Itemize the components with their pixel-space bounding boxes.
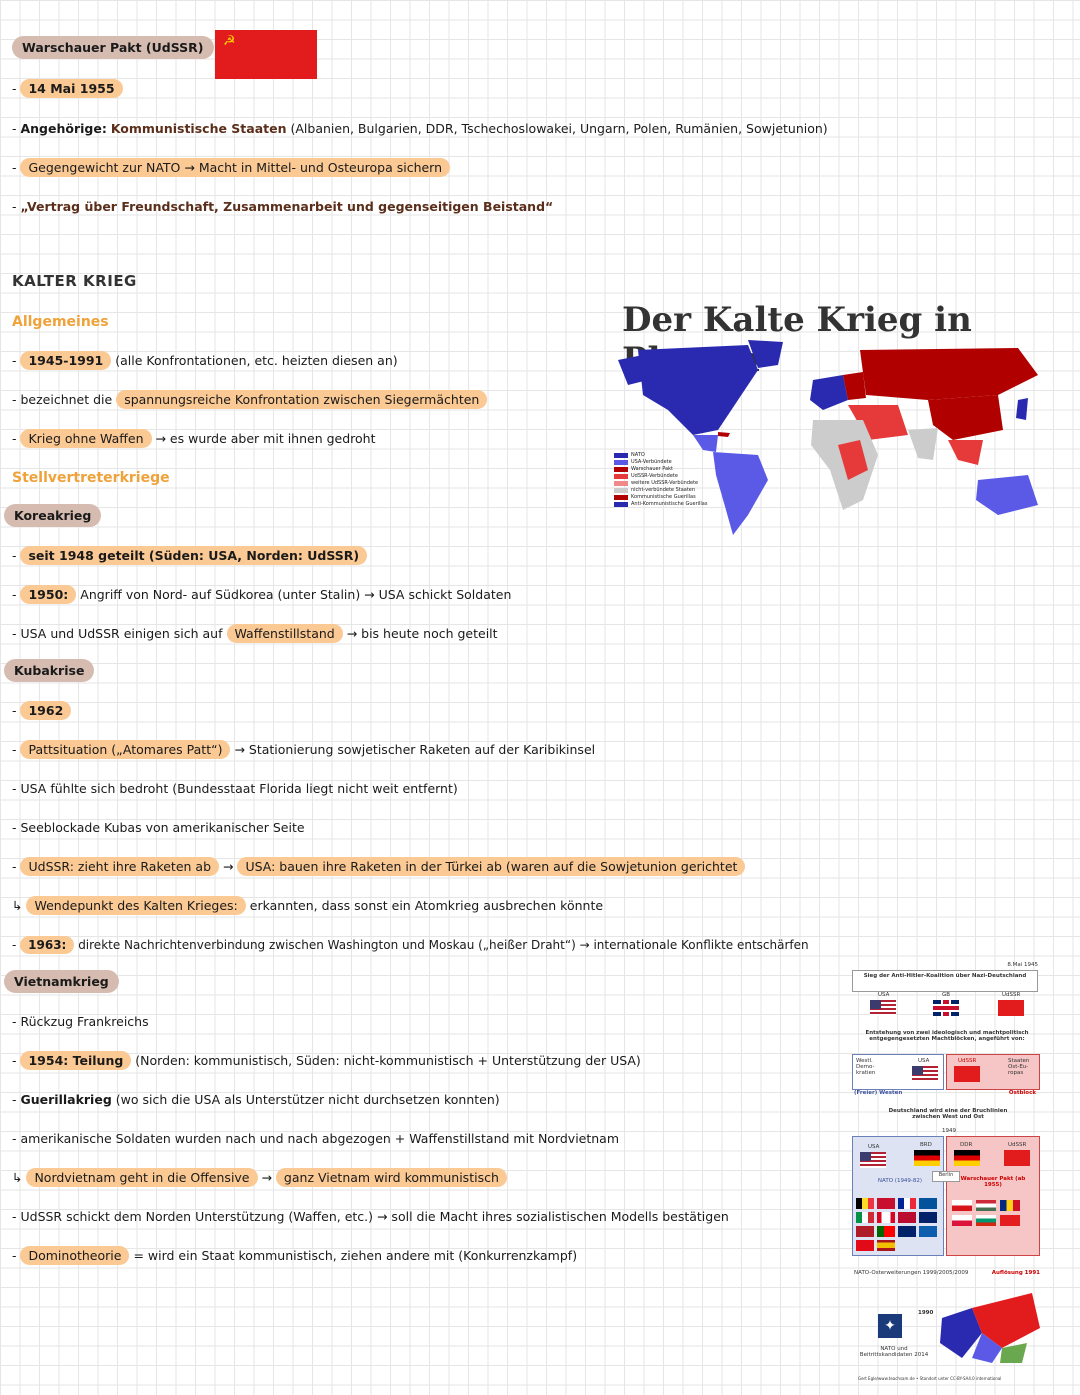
hotline: direkte Nachrichtenverbindung zwischen Washington und Moskau („heißer Draht“) → internationale Konflikte entschärfen: [78, 938, 809, 952]
vietnam-line-7: - Dominotheorie = wird ein Staat kommunistisch, ziehen andere mit (Konkurrenzkampf): [12, 1248, 578, 1263]
warsaw-flags-grid: [952, 1200, 1032, 1226]
brd-flag: [914, 1150, 940, 1166]
greece-flag: [919, 1226, 937, 1237]
cuba-line-4: - UdSSR: zieht ihre Raketen ab → USA: bauen ihre Raketen in der Türkei ab (waren auf die Sowjetunion gerichtet: [12, 856, 745, 878]
cuba-line-3: - Seeblockade Kubas von amerikanischer Seite: [12, 820, 305, 835]
usa-threatened: USA fühlte sich bedroht (Bundesstaat Florida liegt nicht weit entfernt): [20, 781, 458, 796]
gb-flag: [933, 1000, 959, 1016]
usa-label-3: USA: [868, 1144, 880, 1150]
korea-line-1: - seit 1948 geteilt (Süden: USA, Norden: UdSSR): [12, 545, 367, 567]
map-legend-item: [614, 501, 707, 508]
nato-candidates-label: NATO und Beitrittskandidaten 2014: [859, 1346, 929, 1358]
ddr-flag: [954, 1150, 980, 1166]
hammer-sickle-icon: ☭: [223, 33, 236, 49]
portugal-flag: [877, 1226, 895, 1237]
naval-blockade: Seeblockade Kubas von amerikanischer Seite: [20, 820, 305, 835]
troops-withdrawn: amerikanische Soldaten wurden nach und nach abgezogen + Waffenstillstand mit Nordvietnam: [20, 1131, 620, 1146]
west-dem-label: Westl. Demo-kratien: [856, 1058, 876, 1076]
members-highlight: Kommunistische Staaten: [110, 121, 287, 136]
map-legend-item: [614, 452, 707, 459]
map-legend-item: [614, 487, 707, 494]
vietnam-title: Vietnamkrieg: [4, 970, 119, 993]
cuba-line-5: ↳ Wendepunkt des Kalten Krieges: erkannten, dass sonst ein Atomkrieg ausbrechen könnte: [12, 898, 604, 913]
map-legend-item: [614, 480, 707, 487]
ddr-label: DDR: [960, 1142, 973, 1148]
west-label: (Freier) Westen: [854, 1090, 903, 1096]
years-note: (alle Konfrontationen, etc. heizten diesen an): [115, 353, 398, 368]
netherlands-flag: [856, 1226, 874, 1237]
bulgaria-flag: [976, 1215, 996, 1226]
cuba-title: Kubakrise: [4, 659, 94, 682]
ussr-flag-small: [998, 1000, 1024, 1016]
korea-ceasefire: Waffenstillstand: [227, 624, 343, 643]
vietnam-line-6: - UdSSR schickt dem Norden Unterstützung (Waffen, etc.) → soll die Macht ihres sozialistischen Modells bestätigen: [12, 1209, 729, 1224]
warsaw-treaty: „Vertrag über Freundschaft, Zusammenarbeit und gegenseitigen Beistand“: [20, 199, 554, 214]
cold-war-years: 1945-1991: [20, 351, 111, 370]
legend-label: UdSSR-Verbündete: [631, 473, 678, 479]
legend-swatch: [614, 481, 628, 486]
vietnam-line-4: - amerikanische Soldaten wurden nach und nach abgezogen + Waffenstillstand mit Nordvietnam: [12, 1131, 620, 1146]
usa-label-2: USA: [918, 1058, 930, 1064]
diagram-title: [852, 970, 1038, 992]
norway-flag: [898, 1212, 916, 1223]
nato-extension-label: NATO-Osterweiterungen 1999/2005/2009: [854, 1270, 969, 1276]
domino-theory: Dominotheorie: [20, 1246, 129, 1265]
warsaw-pact-label: Warschauer Pakt (ab 1955): [960, 1176, 1026, 1188]
vietnam-title-line: [4, 971, 119, 993]
hotline-year: 1963:: [20, 936, 74, 954]
nato-star-icon: ✦: [878, 1314, 902, 1338]
cold-war-heading: KALTER KRIEG: [12, 272, 137, 290]
map-alaska: [618, 355, 648, 385]
germany-text: Deutschland wird eine der Bruchlinien zwischen West und Ost: [888, 1108, 1008, 1120]
spain-flag: [877, 1240, 895, 1251]
atomic-stalemate: Pattsituation („Atomares Patt“): [20, 740, 230, 759]
diagram-blocs-text: Entstehung von zwei ideologisch und machtpolitisch entgegengesetzten Machtblöcken, angeführt von:: [865, 1030, 1029, 1042]
ussr-support: UdSSR schickt dem Norden Unterstützung (Waffen, etc.) → soll die Macht ihres sozialistischen Modells bestätigen: [20, 1209, 729, 1224]
vietnam-partition-rest: (Norden: kommunistisch, Süden: nicht-kommunistisch + Unterstützung der USA): [135, 1053, 641, 1068]
cuba-title-line: [4, 660, 94, 682]
north-offensive: Nordvietnam geht in die Offensive: [26, 1168, 257, 1187]
cold-war-world-map: [598, 340, 1068, 540]
year-1949: 1949: [942, 1128, 956, 1134]
warsaw-counter-line: - Gegengewicht zur NATO → Macht in Mittel- und Osteuropa sichern: [12, 157, 450, 179]
warsaw-date-line: - 14 Mai 1955: [12, 78, 123, 100]
cuba-line-6: - 1963: direkte Nachrichtenverbindung zwischen Washington und Moskau („heißer Draht“) → internationale Konflikte entschärfen: [12, 938, 809, 952]
korea-1950: 1950:: [20, 585, 76, 604]
ussr-flag: [215, 30, 317, 79]
romania-flag: [1000, 1200, 1020, 1211]
belgium-flag: [856, 1198, 874, 1209]
map-title: Der Kalte Krieg in: [622, 300, 972, 340]
map-legend-item: [614, 494, 707, 501]
legend-label: Kommunistische Guerillas: [631, 494, 696, 500]
uk-flag-2: [898, 1226, 916, 1237]
denmark-flag: [877, 1198, 895, 1209]
warsaw-title-line: [12, 37, 214, 59]
warsaw-title: Warschauer Pakt (UdSSR): [12, 36, 214, 59]
legend-swatch: [614, 502, 628, 507]
map-legend-item: [614, 466, 707, 473]
europe-map: [932, 1288, 1042, 1368]
years-line: - 1945-1991 (alle Konfrontationen, etc. heizten diesen an): [12, 353, 398, 368]
legend-label: weitere UdSSR-Verbündete: [631, 480, 699, 486]
map-china: [928, 395, 1003, 440]
map-legend-item: [614, 459, 707, 466]
legend-swatch: [614, 467, 628, 472]
usa-flag-3: [860, 1152, 886, 1168]
general-label: Allgemeines: [12, 314, 109, 330]
usa-withdraws: USA: bauen ihre Raketen in der Türkei ab (waren auf die Sowjetunion gerichtet: [237, 857, 745, 876]
vietnam-partition: 1954: Teilung: [20, 1051, 131, 1070]
vietnam-line-5: ↳ Nordvietnam geht in die Offensive → ganz Vietnam wird kommunistisch: [12, 1167, 507, 1189]
diagram-usa-label: USA: [878, 992, 890, 998]
cuba-year: 1962: [20, 701, 71, 720]
dissolution-label: Auflösung 1991: [991, 1270, 1040, 1276]
desc-highlight: spannungsreiche Konfrontation zwischen Siegermächten: [116, 390, 487, 409]
italy-flag: [856, 1212, 874, 1223]
legend-swatch: [614, 460, 628, 465]
udssr-label-2: UdSSR: [958, 1058, 977, 1064]
map-ussr: [860, 348, 1038, 400]
korea-title: Koreakrieg: [4, 504, 101, 527]
east-bloc-label: Ostblock: [1008, 1090, 1036, 1096]
korea-split: seit 1948 geteilt (Süden: USA, Norden: UdSSR): [20, 546, 367, 565]
no-weapons-highlight: Krieg ohne Waffen: [20, 429, 151, 448]
legend-label: nicht-verbündete Staaten: [631, 487, 696, 493]
korea-line-2: - 1950: Angriff von Nord- auf Südkorea (unter Stalin) → USA schickt Soldaten: [12, 587, 512, 602]
brd-label: BRD: [920, 1142, 932, 1148]
guerilla-war: Guerillakrieg: [20, 1092, 112, 1107]
diagram-date: 8.Mai 1945: [1007, 962, 1038, 968]
map-cuba: [718, 432, 730, 437]
members-list: (Albanien, Bulgarien, DDR, Tschechoslowakei, Ungarn, Polen, Rumänien, Sowjetunion): [290, 121, 828, 136]
map-central-america: [693, 435, 718, 452]
ussr-flag-2: [954, 1066, 980, 1082]
hungary-flag: [976, 1200, 996, 1211]
diagram-source: Gert Egle/www.teachsam.de • Standort unter CC-BY-SA4.0 international: [858, 1376, 1002, 1381]
canada-flag: [877, 1212, 895, 1223]
france-flag: [898, 1198, 916, 1209]
korea-agree: USA und UdSSR einigen sich auf: [20, 626, 223, 641]
korea-still-split: → bis heute noch geteilt: [346, 626, 498, 641]
map-legend: [614, 452, 707, 508]
vietnam-line-1: - Rückzug Frankreichs: [12, 1014, 149, 1029]
warsaw-members-line: - Angehörige: Kommunistische Staaten (Albanien, Bulgarien, DDR, Tschechoslowakei, Ungarn, Polen, Rumänien, Sowjetunion): [12, 121, 828, 136]
diagram-udssr-label: UdSSR: [1002, 992, 1021, 998]
france-withdrawal: Rückzug Frankreichs: [20, 1014, 149, 1029]
map-japan: [1016, 398, 1028, 420]
turning-point-rest: erkannten, dass sonst ein Atomkrieg ausbrechen könnte: [249, 898, 604, 913]
legend-label: Anti-Kommunistische Guerillas: [631, 501, 708, 507]
year-1990: 1990: [918, 1310, 934, 1316]
map-australia: [976, 475, 1038, 515]
proxy-wars-label: Stellvertreterkriege: [12, 470, 170, 486]
ussr-flag-3: [1004, 1150, 1030, 1166]
warsaw-counter: Gegengewicht zur NATO → Macht in Mittel- und Osteuropa sichern: [20, 158, 450, 177]
uk-flag: [919, 1212, 937, 1223]
korea-title-line: [4, 505, 101, 527]
map-south-america: [713, 452, 768, 535]
domino-theory-rest: = wird ein Staat kommunistisch, ziehen andere mit (Konkurrenzkampf): [133, 1248, 578, 1263]
czechoslovakia-flag: [952, 1200, 972, 1211]
east-states-label: Staaten Ost-Eu-ropas: [1008, 1058, 1030, 1076]
legend-swatch: [614, 488, 628, 493]
udssr-label-3: UdSSR: [1008, 1142, 1027, 1148]
desc-line: - bezeichnet die spannungsreiche Konfrontation zwischen Siegermächten: [12, 389, 487, 411]
cuba-year-line: - 1962: [12, 700, 71, 722]
cuba-line-2: - USA fühlte sich bedroht (Bundesstaat Florida liegt nicht weit entfernt): [12, 781, 458, 796]
cuba-line-1: - Pattsituation („Atomares Patt“) → Stationierung sowjetischer Raketen auf der Karibikinsel: [12, 742, 596, 757]
usa-flag: [870, 1000, 896, 1016]
vietnam-line-2: - 1954: Teilung (Norden: kommunistisch, Süden: nicht-kommunistisch + Unterstützung der USA): [12, 1053, 641, 1068]
turkey-flag: [856, 1240, 874, 1251]
legend-swatch: [614, 453, 628, 458]
poland-flag: [952, 1215, 972, 1226]
missile-stationing: → Stationierung sowjetischer Raketen auf der Karibikinsel: [234, 742, 596, 757]
warsaw-date: 14 Mai 1955: [20, 79, 122, 98]
map-western-europe: [810, 375, 848, 410]
berlin-box: [932, 1171, 960, 1182]
legend-label: NATO: [631, 452, 645, 458]
map-india: [908, 428, 938, 460]
cold-war-diagram: [848, 962, 1044, 1386]
korea-line-3: - USA und UdSSR einigen sich auf Waffenstillstand → bis heute noch geteilt: [12, 626, 498, 641]
legend-label: USA-Verbündete: [631, 459, 672, 465]
vietnam-line-3: - Guerillakrieg (wo sich die USA als Unterstützer nicht durchsetzen konnten): [12, 1092, 500, 1107]
albania-flag: [1000, 1215, 1020, 1226]
nato-flags-grid: [856, 1198, 940, 1251]
legend-swatch: [614, 474, 628, 479]
no-weapons-line: - Krieg ohne Waffen → es wurde aber mit ihnen gedroht: [12, 431, 376, 446]
all-communist: ganz Vietnam wird kommunistisch: [276, 1168, 507, 1187]
ussr-withdraws: UdSSR: zieht ihre Raketen ab: [20, 857, 219, 876]
legend-swatch: [614, 495, 628, 500]
guerilla-war-rest: (wo sich die USA als Unterstützer nicht durchsetzen konnten): [115, 1092, 500, 1107]
no-weapons-rest: → es wurde aber mit ihnen gedroht: [155, 431, 376, 446]
korea-attack: Angriff von Nord- auf Südkorea (unter Stalin) → USA schickt Soldaten: [80, 587, 512, 602]
turning-point: Wendepunkt des Kalten Krieges:: [26, 896, 245, 915]
berlin-label: Berlin: [938, 1172, 954, 1178]
iceland-flag: [919, 1198, 937, 1209]
members-label: Angehörige:: [20, 121, 107, 136]
desc-prefix: bezeichnet die: [20, 392, 113, 407]
map-legend-item: [614, 473, 707, 480]
warsaw-treaty-line: - „Vertrag über Freundschaft, Zusammenarbeit und gegenseitigen Beistand“: [12, 199, 554, 214]
map-southeast-asia: [948, 440, 983, 465]
diagram-gb-label: GB: [942, 992, 951, 998]
legend-label: Warschauer Pakt: [631, 466, 673, 472]
nato-label: NATO (1949-82): [877, 1178, 923, 1184]
diagram-title-text: Sieg der Anti-Hitler-Koalition über Nazi-Deutschland: [863, 973, 1027, 979]
map-north-america: [638, 345, 758, 435]
usa-flag-2: [912, 1066, 938, 1082]
